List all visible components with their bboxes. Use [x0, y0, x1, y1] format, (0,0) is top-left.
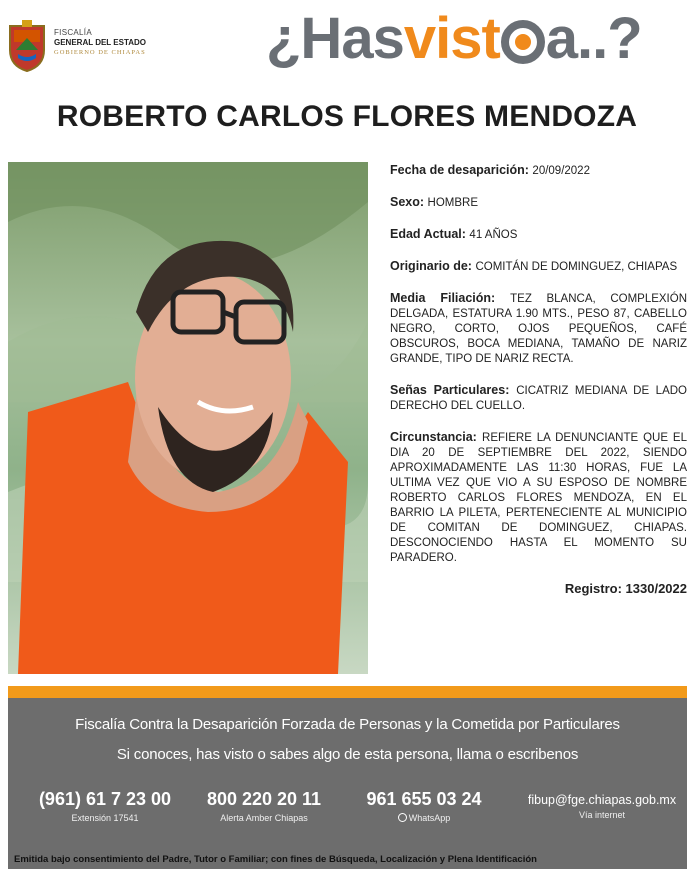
fecha-label: Fecha de desaparición: [390, 163, 529, 177]
contact-email-address: fibup@fge.chiapas.gob.mx [527, 793, 677, 807]
footer-agency-line: Fiscalía Contra la Desaparición Forzada de Personas y la Cometida por Particulares [75, 716, 620, 733]
consent-disclaimer: Emitida bajo consentimiento del Padre, Tutor o Familiar; con fines de Búsqueda, Localización y Plena Identificación [14, 854, 537, 865]
orange-divider-bar [8, 686, 687, 698]
missing-person-photo [8, 162, 368, 674]
missing-person-name: ROBERTO CARLOS FLORES MENDOZA [56, 100, 638, 133]
contact-number: 800 220 20 11 [206, 789, 322, 809]
contact-caption: Vía internet [578, 810, 626, 820]
agency-line-1: FISCALÍA [54, 28, 92, 37]
contact-phone-fiscalia[interactable] [30, 789, 180, 823]
eye-icon [501, 20, 545, 64]
contact-caption: Extensión 17541 [71, 813, 139, 823]
footer-contact-panel [8, 698, 687, 869]
contact-number: 961 655 03 24 [366, 789, 482, 809]
brand-part-3: a..? [545, 6, 642, 71]
contact-caption: Alerta Amber Chiapas [220, 813, 308, 823]
footer-call-to-action: Si conoces, has visto o sabes algo de esta persona, llama o escribenos [116, 746, 579, 763]
has-visto-brand-logo [266, 4, 642, 74]
sexo-label: Sexo: [390, 195, 425, 209]
brand-part-1: ¿Has [266, 6, 404, 71]
senas-value: CICATRIZ MEDIANA DE LADO DERECHO DEL CUELLO. [390, 385, 687, 412]
edad-label: Edad Actual: [390, 227, 466, 241]
contact-number: (961) 61 7 23 00 [38, 789, 172, 809]
filiacion-label: Media Filiación: [390, 291, 496, 305]
chiapas-coat-of-arms-logo [6, 20, 48, 72]
edad [390, 227, 687, 242]
circunstancia-label: Circunstancia: [390, 430, 477, 444]
registro [390, 582, 687, 596]
registro-label: Registro: [564, 581, 622, 596]
senas-label: Señas Particulares: [390, 383, 510, 397]
sexo [390, 195, 687, 210]
originario-label: Originario de: [390, 259, 472, 273]
originario [390, 259, 687, 274]
fecha-desaparicion [390, 163, 687, 178]
media-filiacion [390, 291, 687, 366]
contact-list [8, 789, 687, 829]
contact-email[interactable] [520, 789, 684, 820]
registro-value: 1330/2022 [625, 581, 687, 596]
contact-phone-amber[interactable] [204, 789, 324, 823]
contact-caption-row [360, 813, 488, 823]
person-photo-illustration [8, 162, 368, 674]
edad-value: 41 AÑOS [469, 229, 518, 241]
agency-line-3: GOBIERNO DE CHIAPAS [54, 49, 146, 56]
brand-part-2: vist [403, 6, 500, 71]
whatsapp-icon [398, 813, 407, 822]
contact-caption: WhatsApp [408, 813, 451, 823]
agency-name [54, 28, 146, 58]
circunstancia-value: REFIERE LA DENUNCIANTE QUE EL DIA 20 DE SEPTIEMBRE DEL 2022, SIENDO APROXIMADAMENTE LAS 11:30 HORAS, FUE LA ULTIMA VEZ QUE VIO A SU ESPOSO DE NOMBRE ROBERTO CARLOS FLORES MENDOZA, EN EL BARRIO LA PILETA, PERTENECIENTE AL MUNICIPIO DE COMITAN DE DOMINGUEZ, CHIAPAS. DESCONOCIENDO HASTA EL MOMENTO SU PARADERO. [390, 432, 687, 564]
filiacion-value: TEZ BLANCA, COMPLEXIÓN DELGADA, ESTATURA 1.90 MTS., PESO 87, CABELLO NEGRO, CORTO, OJOS PEQUEÑOS, CAFÉ OBSCUROS, BOCA MEDIANA, TAMAÑO DE NARIZ GRANDE, TIPO DE NARIZ RECTA. [390, 293, 687, 365]
circunstancia [390, 430, 687, 565]
fecha-value: 20/09/2022 [532, 165, 590, 177]
originario-value: COMITÁN DE DOMINGUEZ, CHIAPAS [475, 261, 678, 273]
header [0, 0, 694, 92]
agency-line-2: GENERAL DEL ESTADO [54, 38, 147, 47]
contact-whatsapp[interactable] [360, 789, 488, 823]
sexo-value: HOMBRE [427, 197, 479, 209]
person-details [390, 163, 687, 596]
senas-particulares [390, 383, 687, 413]
